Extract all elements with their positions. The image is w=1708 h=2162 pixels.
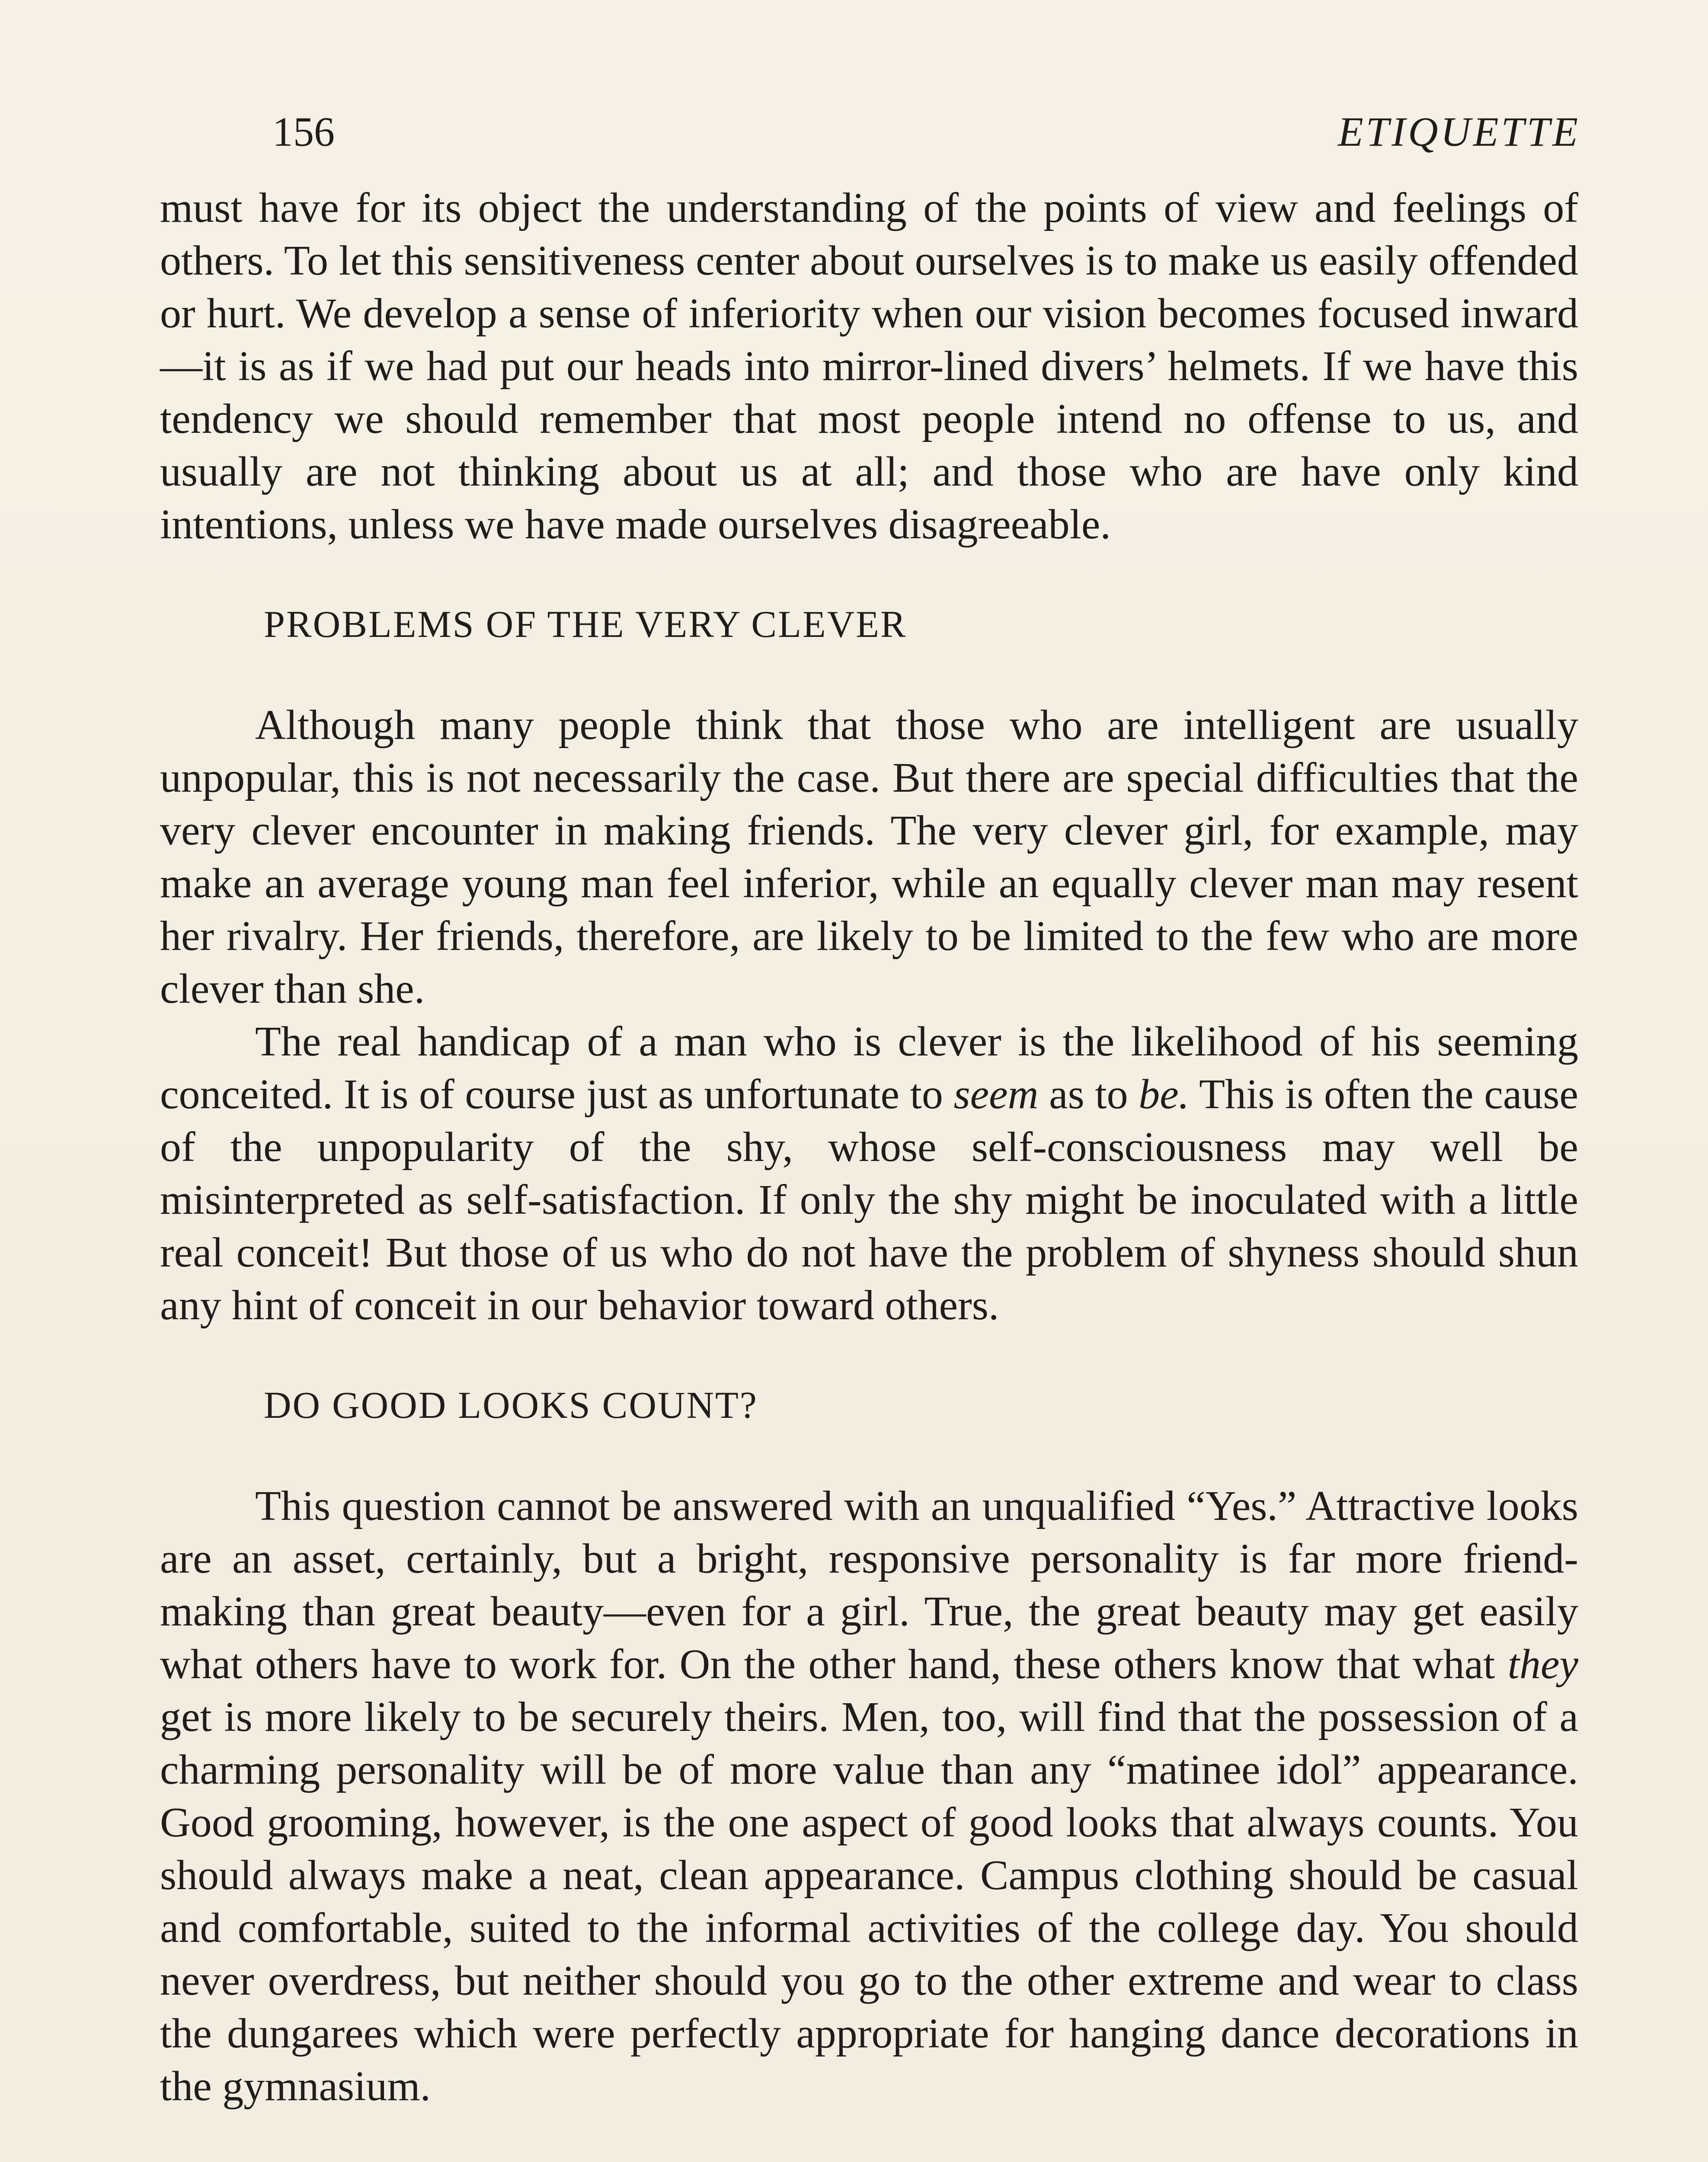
paragraph-continuation: must have for its object the understanding of the points of view and feelings of others. To let this sensitiveness center about ourselves is to make us easily offended or hurt. We develop a sense of inferiority when our vision becomes focused inward—it is as if we had put our heads into mirror-lined divers’ helmets. If we have this tendency we should remember that most people intend no offense to us, and usually are not thinking about us at all; and those who are have only kind intentions, unless we have made ourselves disagreeable. <box>160 185 1578 548</box>
emphasis-be: be. <box>1139 1071 1190 1118</box>
paragraph-text: This question cannot be answered with an unqualified “Yes.” Attractive looks are an asset, certainly, but a bright, responsive personality is far more friend-making than great beauty—even for a girl. True, the great beauty may get easily what others have to work for. On the other hand, these others know that what <box>160 1483 1578 1688</box>
page-number: 156 <box>272 109 335 155</box>
paragraph-text: as to <box>1038 1071 1139 1118</box>
paragraph-intelligence: Although many people think that those who are intelligent are usually unpopular, this is not necessarily the case. But there are special difficulties that the very clever encounter in making friends. The very clever girl, for example, may make an average young man feel inferior, while an equally clever man may resent her rivalry. Her friends, therefore, are likely to be limited to the few who are more clever than she. <box>160 702 1578 1012</box>
paragraph-handicap <box>160 1015 1578 1332</box>
paragraph-text: This is often the cause of the unpopularity of the shy, whose self-consciousness may well be misinterpreted as self-satisfaction. If only the shy might be inoculated with a little real conceit! But those of us who do not have the problem of shyness should shun any hint of conceit in our behavior toward others. <box>160 1071 1578 1329</box>
paragraph-text: The real handicap of a man who is clever is the likelihood of his seeming conceited. It is of course just as unfortunate to <box>160 1018 1578 1118</box>
emphasis-seem: seem <box>953 1071 1039 1118</box>
section-heading-very-clever: PROBLEMS OF THE VERY CLEVER <box>264 604 907 646</box>
paragraph-good-looks <box>160 1480 1578 2113</box>
paragraph-text: get is more likely to be securely theirs. Men, too, will find that the possession of a charming personality will be of more value than any “matinee idol” appearance. Good grooming, however, is the one aspect of good looks that always counts. You should always make a neat, clean appearance. Campus clothing should be casual and comfortable, suited to the informal activities of the college day. You should never overdress, but neither should you go to the other extreme and wear to class the dungarees which were perfectly appropriate for hanging dance decorations in the gymnasium. <box>160 1694 1578 2110</box>
section-heading-turn-to-talk <box>264 2160 1578 2162</box>
emphasis-they: they <box>1507 1641 1578 1688</box>
running-head: ETIQUETTE <box>1338 109 1580 155</box>
page-header <box>272 99 1580 164</box>
section-heading-good-looks: DO GOOD LOOKS COUNT? <box>264 1385 758 1426</box>
body-text <box>160 182 1578 2162</box>
